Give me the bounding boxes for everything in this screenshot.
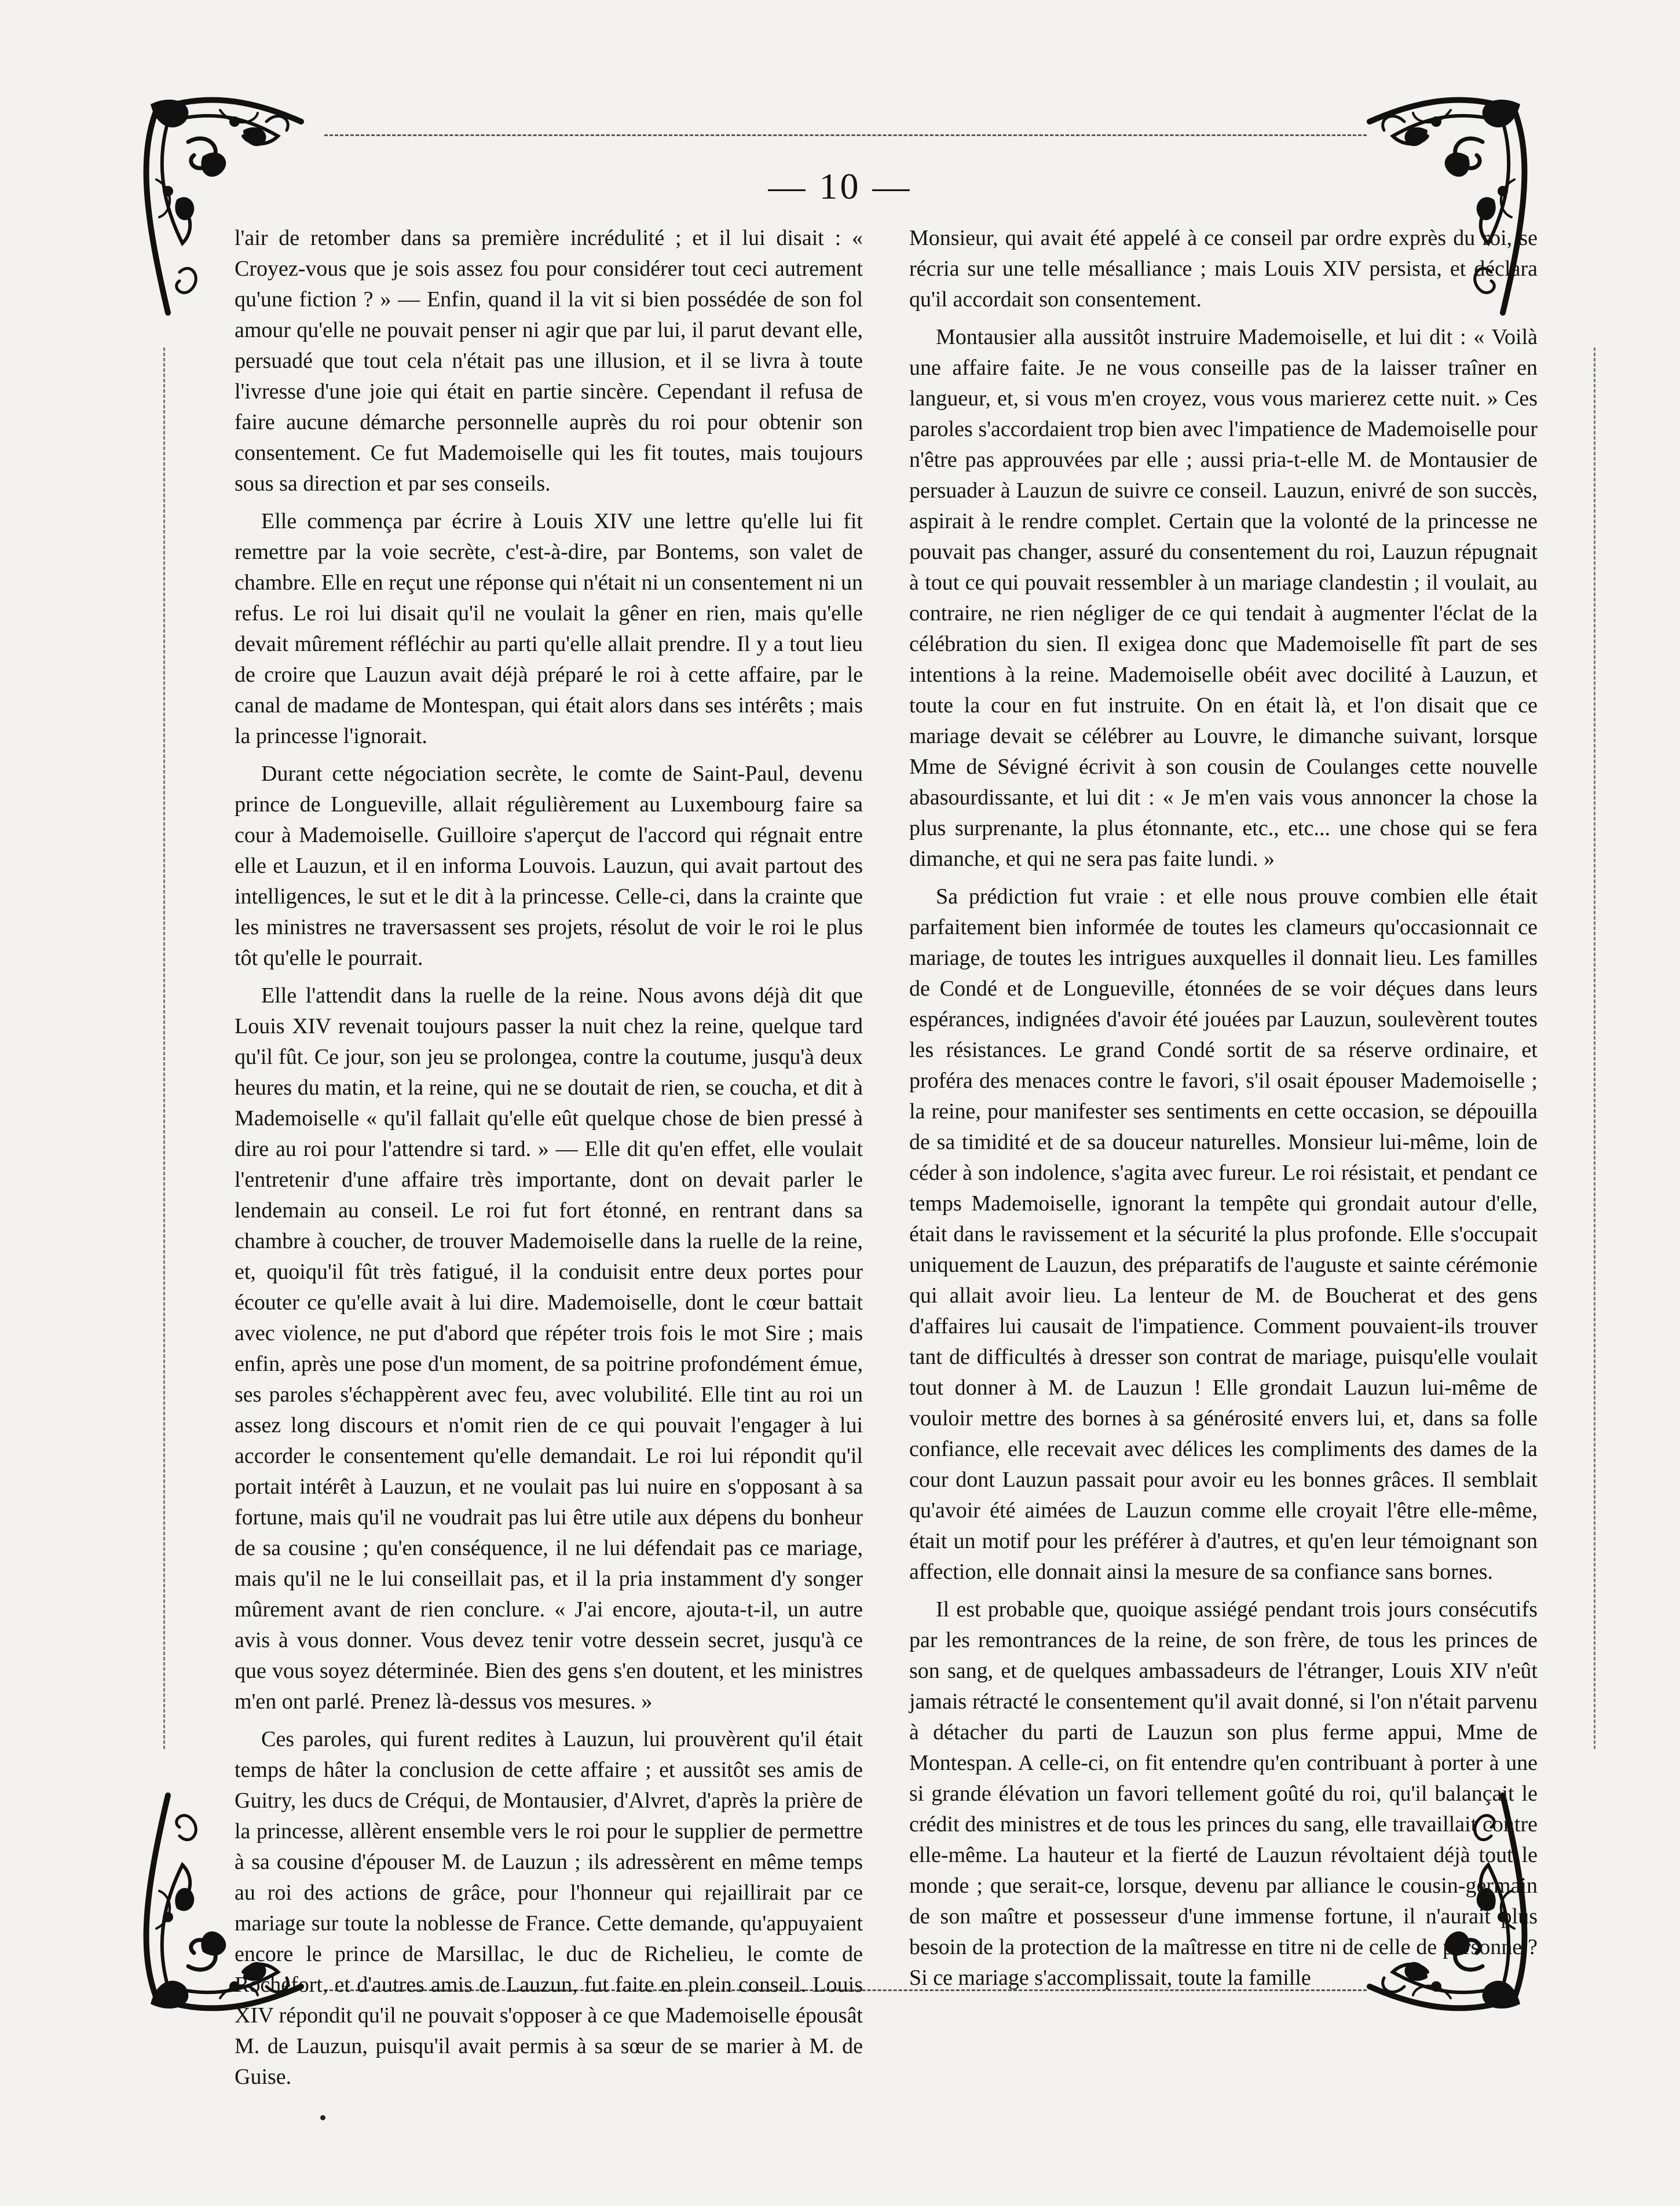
- ink-speck: [320, 2115, 325, 2120]
- paragraph: Ces paroles, qui furent redites à Lauzun, lui prouvèrent qu'il était temps de hâter la conclusion de cette affaire ; et aussitôt ses amis de Guitry, les ducs de Créqui, de Montausier, d'Alvret, d'après la prière de la princesse, allèrent ensemble vers le roi pour le supplier de permettre à sa cousine d'épouser M. de Lauzun ; ils adressèrent en même temps au roi des actions de grâce, pour l'honneur qui rejaillirait par ce mariage sur toute la noblesse de France. Cette demande, qu'appuyaient encore le prince de Marsillac, le duc de Richelieu, le comte de Rochefort, et d'autres amis de Lauzun, fut faite en plein conseil. Louis XIV répondit qu'il ne pouvait s'opposer à ce que Mademoiselle épousât M. de Lauzun, puisqu'il avait permis à sa sœur de se marier à M. de Guise.: [235, 1727, 863, 2089]
- left-column: [235, 223, 863, 2089]
- left-border-rule: [163, 347, 165, 1749]
- top-border-rule: [324, 134, 1367, 136]
- page-number: — 10 —: [768, 166, 912, 207]
- paragraph: Durant cette négociation secrète, le comte de Saint-Paul, devenu prince de Longueville, allait régulièrement au Luxembourg faire sa cour à Mademoiselle. Guilloire s'aperçut de l'accord qui régnait entre elle et Lauzun, et il en informa Louvois. Lauzun, qui avait partout des intelligences, le sut et le dit à la princesse. Celle-ci, dans la crainte que les ministres ne traversassent ses projets, résolut de voir le roi le plus tôt qu'elle le pourrait.: [235, 762, 863, 970]
- right-column: [909, 223, 1538, 1990]
- right-border-rule: [1594, 347, 1595, 1749]
- paragraph: Elle commença par écrire à Louis XIV une lettre qu'elle lui fit remettre par la voie secrète, c'est-à-dire, par Bontems, son valet de chambre. Elle en reçut une réponse qui n'était ni un consentement ni un refus. Le roi lui disait qu'il ne voulait la gêner en rien, mais qu'elle devait mûrement réfléchir au parti qu'elle allait prendre. Il y a tout lieu de croire que Lauzun avait déjà préparé le roi à cette affaire, par le canal de madame de Montespan, qui était alors dans ses intérêts ; mais la princesse l'ignorait.: [235, 509, 863, 748]
- paragraph: Sa prédiction fut vraie : et elle nous prouve combien elle était parfaitement bien informée de toutes les clameurs qu'occasionnait ce mariage, de toutes les intrigues auxquelles il donnait lieu. Les familles de Condé et de Longueville, étonnées de se voir déçues dans leurs espérances, indignées d'avoir été jouées par Lauzun, soulevèrent toutes les résistances. Le grand Condé sortit de sa réserve ordinaire, et proféra des menaces contre le favori, s'il osait épouser Mademoiselle ; la reine, pour manifester ses sentiments en cette occasion, se dépouilla de sa timidité et de sa douceur naturelles. Monsieur lui-même, loin de céder à son indolence, s'agita avec fureur. Le roi résistait, et pendant ce temps Mademoiselle, ignorant la tempête qui grondait autour d'elle, était dans le ravissement et la sécurité la plus profonde. Elle s'occupait uniquement de Lauzun, des préparatifs de l'auguste et sainte cérémonie qui allait avoir lieu. La lenteur de M. de Boucherat et des gens d'affaires lui causait de l'impatience. Comment pouvaient-ils trouver tant de difficultés à dresser son contrat de mariage, puisqu'elle voulait tout donner à M. de Lauzun ! Elle grondait Lauzun lui-même de vouloir mettre des bornes à sa générosité envers lui, et, dans sa folle confiance, elle recevait avec délices les compliments des dames de la cour dont Lauzun passait pour avoir eu les bonnes grâces. Il semblait qu'avoir été aimées de Lauzun comme elle croyait l'être elle-même, était un motif pour les préférer à d'autres, et qu'en leur témoignant son affection, elle donnait ainsi la mesure de sa confiance sans bornes.: [909, 884, 1538, 1584]
- paragraph: Montausier alla aussitôt instruire Mademoiselle, et lui dit : « Voilà une affaire faite. Je ne vous conseille pas de la laisser traîner en langueur, et, si vous m'en croyez, vous vous marierez cette nuit. » Ces paroles s'accordaient trop bien avec l'impatience de Mademoiselle pour n'être pas approuvées par elle ; aussi pria-t-elle M. de Montausier de persuader à Lauzun de suivre ce conseil. Lauzun, enivré de son succès, aspirait à le rendre complet. Certain que la volonté de la princesse ne pouvait pas changer, assuré du consentement du roi, Lauzun répugnait à tout ce qui pouvait ressembler à un mariage clandestin ; il voulait, au contraire, ne rien négliger de ce qui tendait à augmenter l'éclat de la célébration du sien. Il exigea donc que Mademoiselle fît part de ses intentions à la reine. Mademoiselle obéit avec docilité à Lauzun, et toute la cour en fut instruite. On en était là, et l'on disait que ce mariage devait se célébrer au Louvre, le dimanche suivant, lorsque Mme de Sévigné écrivit à son cousin de Coulanges cette nouvelle abasourdissante, et lui dit : « Je m'en vais vous annoncer la chose la plus surprenante, la plus étonnante, etc., etc... une chose qui se fera dimanche, et qui ne sera pas faite lundi. »: [909, 325, 1538, 871]
- paragraph: Elle l'attendit dans la ruelle de la reine. Nous avons déjà dit que Louis XIV revenait toujours passer la nuit chez la reine, quelque tard qu'il fût. Ce jour, son jeu se prolongea, contre la coutume, jusqu'à deux heures du matin, et la reine, qui ne se doutait de rien, se coucha, et dit à Mademoiselle « qu'il fallait qu'elle eût quelque chose de bien pressé à dire au roi pour l'attendre si tard. » — Elle dit qu'en effet, elle voulait l'entretenir d'une affaire très importante, dont on devait parler le lendemain au conseil. Le roi fut fort étonné, en rentrant dans sa chambre à coucher, de trouver Mademoiselle dans la ruelle de la reine, et, quoiqu'il fût très fatigué, il la conduisit entre deux portes pour écouter ce qu'elle avait à lui dire. Mademoiselle, dont le cœur battait avec violence, ne put d'abord que répéter trois fois le mot Sire ; mais enfin, après une pose d'un moment, de sa poitrine profondément émue, ses paroles s'échappèrent avec feu, avec volubilité. Elle tint au roi un assez long discours et n'omit rien de ce qui pouvait l'engager à lui accorder le consentement qu'elle demandait. Le roi lui répondit qu'il portait intérêt à Lauzun, et ne voulait pas lui nuire en s'opposant à sa fortune, mais qu'il ne voudrait pas lui être utile aux dépens du bonheur de sa cousine ; qu'en conséquence, il ne lui défendait pas ce mariage, mais qu'il ne le lui conseillait pas, et il la pria instamment d'y songer mûrement avant de rien conclure. « J'ai encore, ajouta-t-il, un autre avis à vous donner. Vous devez tenir votre dessein secret, jusqu'à ce que vous soyez déterminée. Bien des gens s'en doutent, et les ministres m'en ont parlé. Prenez là-dessus vos mesures. »: [235, 983, 863, 1714]
- paragraph: Il est probable que, quoique assiégé pendant trois jours consécutifs par les remontrances de la reine, de son frère, de tous les princes de son sang, et de quelques ambassadeurs de l'étranger, Louis XIV n'eût jamais rétracté le consentement qu'il avait donné, si l'on n'était parvenu à détacher du parti de Lauzun son plus ferme appui, Mme de Montespan. A celle-ci, on fit entendre qu'en contribuant à porter à une si grande élévation un favori tellement goûté du roi, qu'il balançait le crédit des ministres et de tous les princes du sang, elle travaillait contre elle-même. La hauteur et la fierté de Lauzun révoltaient déjà tout le monde ; que serait-ce, lorsque, devenu par alliance le cousin-germain de son maître et possesseur d'une immense fortune, il n'aurait plus besoin de la protection de la maîtresse en titre ni de celle de personne ? Si ce mariage s'accomplissait, toute la famille: [909, 1597, 1538, 1990]
- paragraph: l'air de retomber dans sa première incrédulité ; et il lui disait : « Croyez-vous que je sois assez fou pour considérer tout ceci autrement qu'une fiction ? » — Enfin, quand il la vit si bien possédée de son fol amour qu'elle ne pouvait penser ni agir que par lui, il parut devant elle, persuadé que tout cela n'était pas une illusion, et il se livra à toute l'ivresse d'une joie qui était en partie sincère. Cependant il refusa de faire aucune démarche personnelle auprès du roi pour obtenir son consentement. Ce fut Mademoiselle qui les fit toutes, mais toujours sous sa direction et par ses conseils.: [235, 226, 863, 496]
- paragraph: Monsieur, qui avait été appelé à ce conseil par ordre exprès du roi, se récria sur une telle mésalliance ; mais Louis XIV persista, et déclara qu'il accordait son consentement.: [909, 226, 1538, 312]
